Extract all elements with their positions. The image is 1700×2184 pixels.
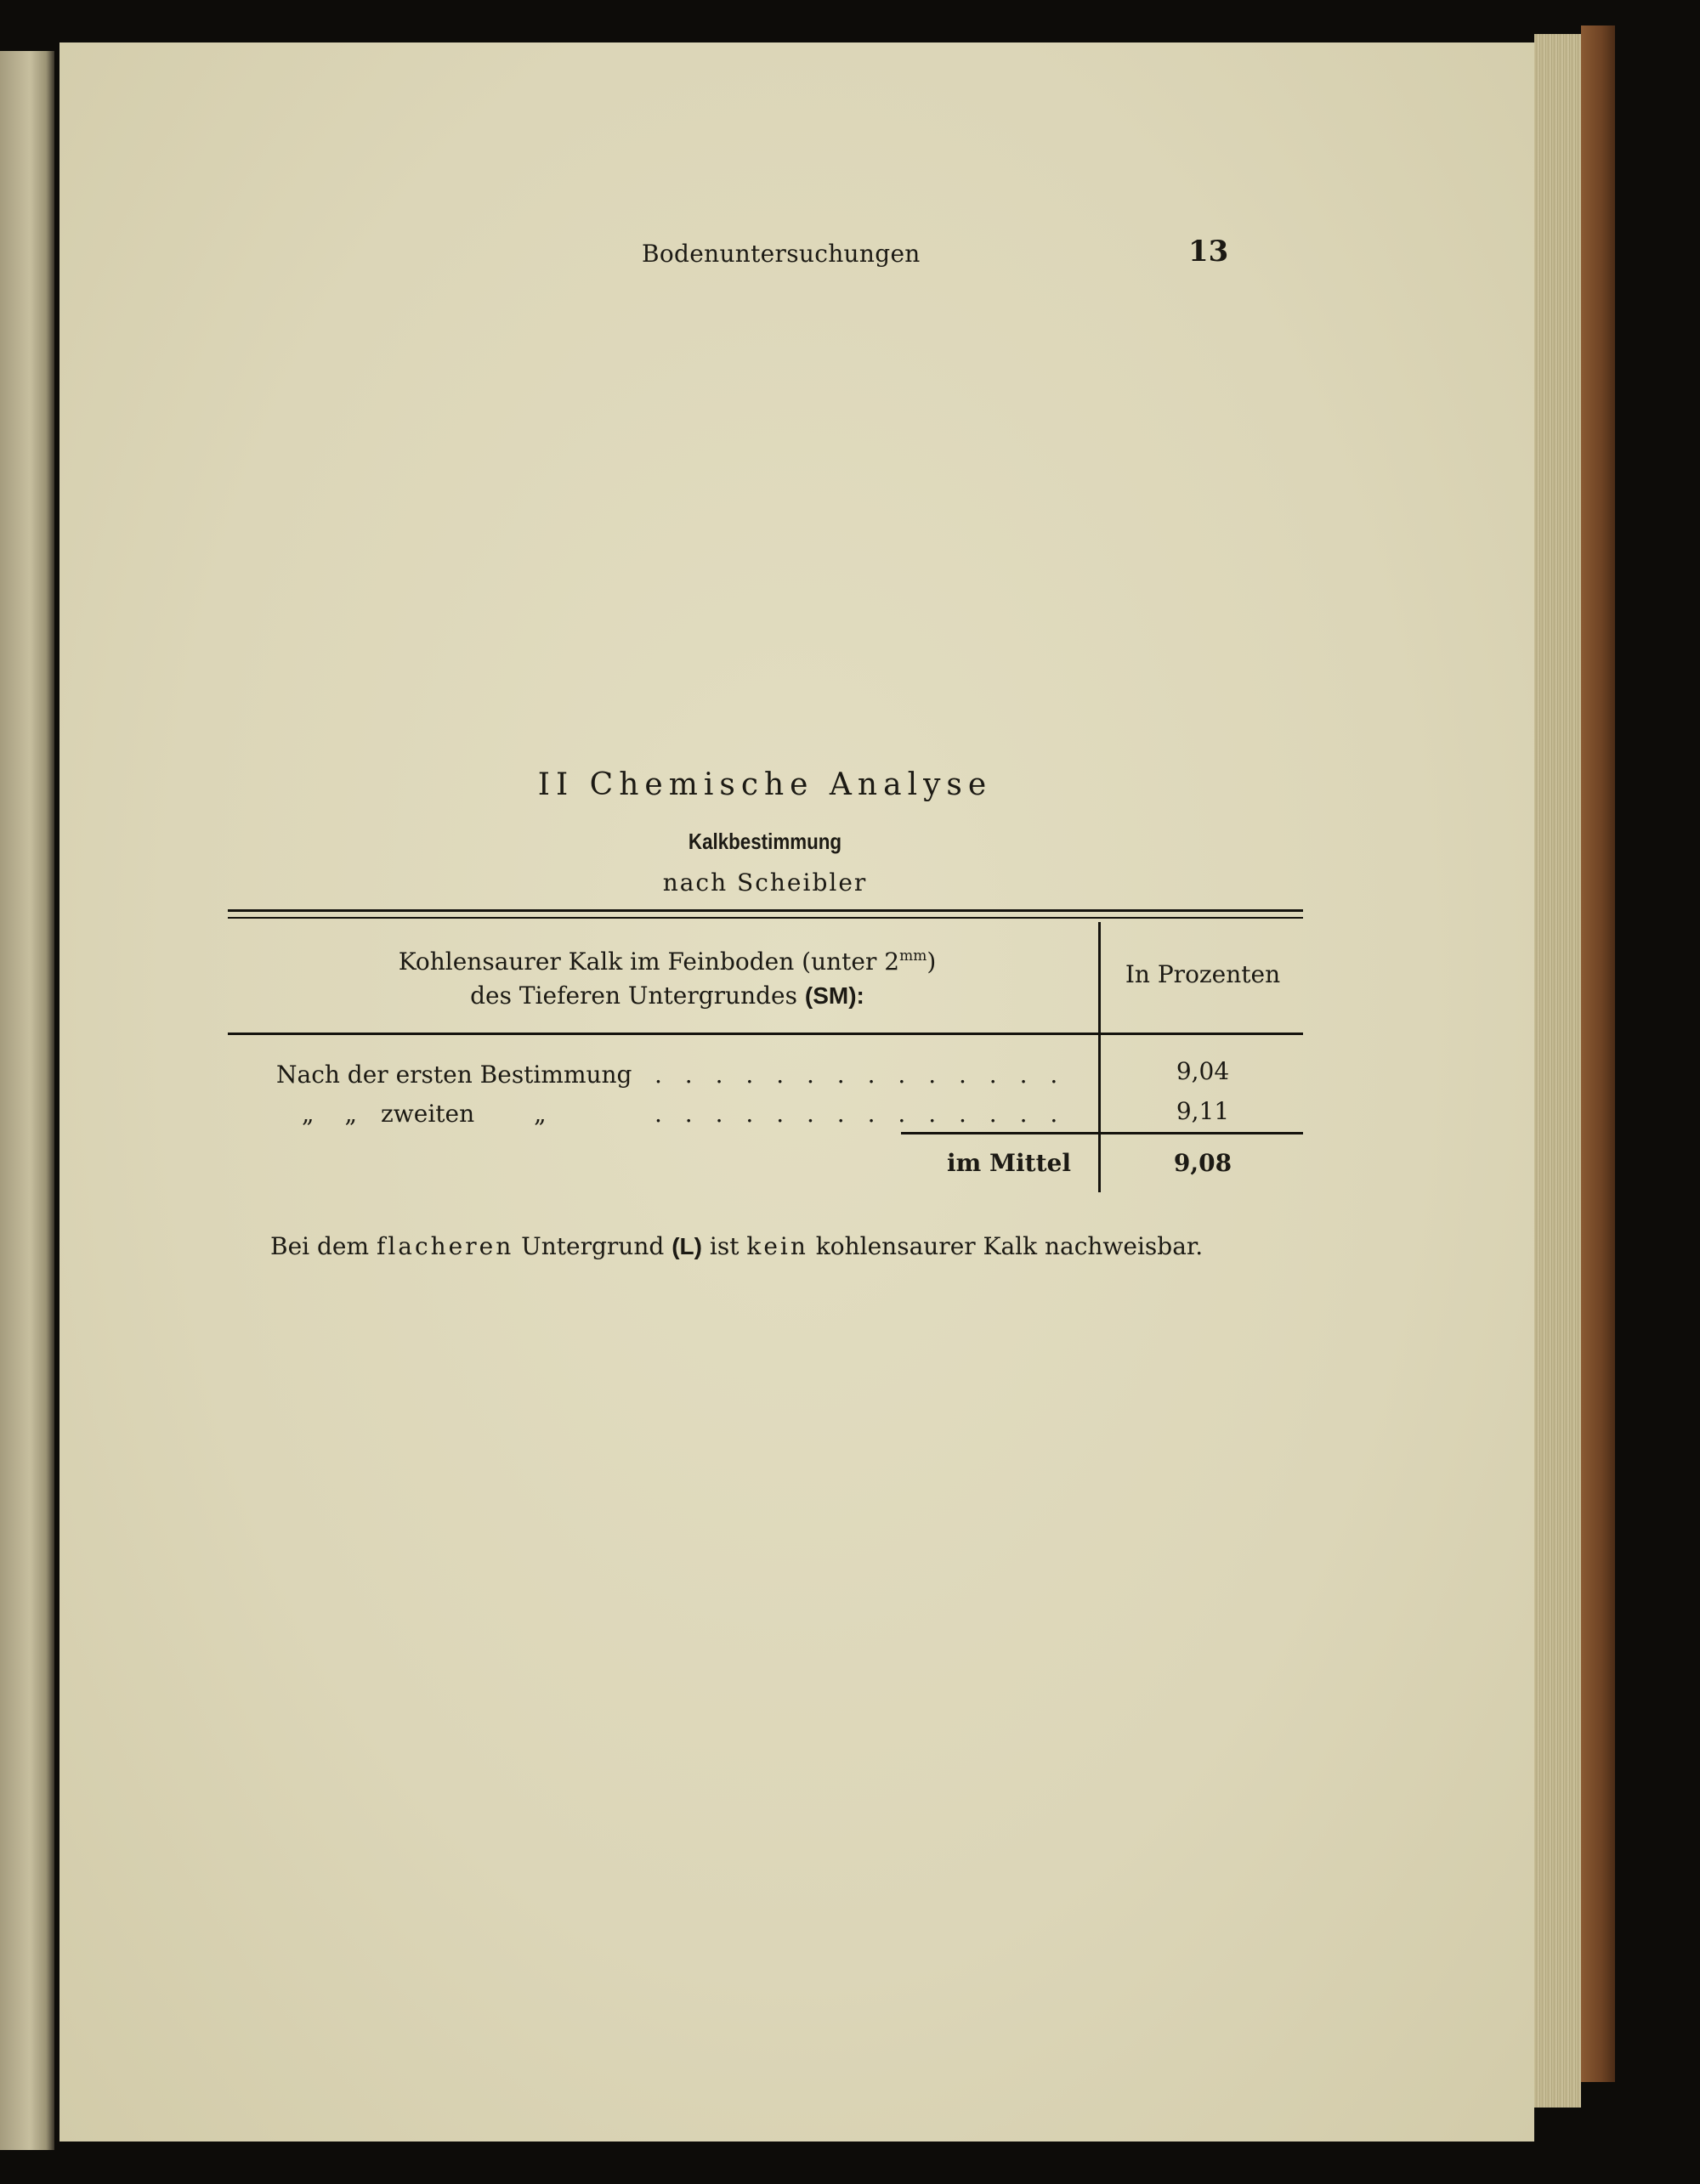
ditto-mark: „ bbox=[302, 1100, 314, 1128]
mean-label: im Mittel bbox=[947, 1149, 1071, 1177]
book-cover-edge bbox=[1581, 25, 1615, 2082]
sample-code-sm: (SM): bbox=[804, 982, 864, 1009]
footnote-text: ist bbox=[709, 1232, 740, 1260]
method-note: nach Scheibler bbox=[662, 869, 868, 897]
facing-page-edge bbox=[0, 51, 54, 2150]
footnote-text: kohlensaurer Kalk nachweisbar. bbox=[815, 1232, 1204, 1260]
row-word-zweiten: zweiten bbox=[381, 1100, 475, 1128]
leader-dots: . . . . . . . . . . . . . . bbox=[654, 1100, 1066, 1128]
row-label-first: Nach der ersten Bestimmung bbox=[276, 1061, 632, 1089]
row-label-second bbox=[302, 1100, 547, 1128]
footnote-text: Bei dem bbox=[270, 1232, 370, 1260]
sum-rule bbox=[901, 1132, 1303, 1134]
section-title: II Chemische Analyse bbox=[537, 767, 993, 802]
footnote-emphasis: flacheren bbox=[376, 1232, 514, 1260]
table-top-rule bbox=[228, 909, 1303, 912]
footnote-text: Untergrund bbox=[521, 1232, 665, 1260]
running-head: Bodenuntersuchungen bbox=[642, 240, 921, 268]
ditto-mark: „ bbox=[534, 1100, 547, 1128]
footnote-emphasis: kein bbox=[746, 1232, 808, 1260]
header-unit-sup: mm bbox=[899, 948, 927, 965]
header-line2: des Tieferen Untergrundes bbox=[470, 982, 797, 1010]
page-block-edge bbox=[1534, 34, 1581, 2108]
column-divider bbox=[1098, 922, 1101, 1192]
book-page bbox=[60, 42, 1534, 2142]
leader-dots: . . . . . . . . . . . . . . bbox=[654, 1061, 1066, 1089]
sample-code-l: (L) bbox=[672, 1233, 702, 1259]
ditto-mark: „ bbox=[344, 1100, 358, 1128]
header-line1-end: ) bbox=[926, 948, 937, 976]
table-top-rule-thin bbox=[228, 917, 1303, 919]
header-rule bbox=[228, 1033, 1303, 1035]
page-number: 13 bbox=[1188, 235, 1229, 269]
value-second: 9,11 bbox=[1176, 1097, 1230, 1125]
section-subheading: Kalkbestimmung bbox=[688, 829, 842, 854]
column-header-percent: In Prozenten bbox=[1125, 960, 1281, 988]
header-line1: Kohlensaurer Kalk im Feinboden (unter 2 bbox=[398, 948, 900, 976]
footnote bbox=[270, 1232, 1203, 1260]
column-header-description bbox=[255, 945, 1080, 1013]
value-first: 9,04 bbox=[1176, 1057, 1230, 1085]
mean-value: 9,08 bbox=[1173, 1149, 1232, 1177]
